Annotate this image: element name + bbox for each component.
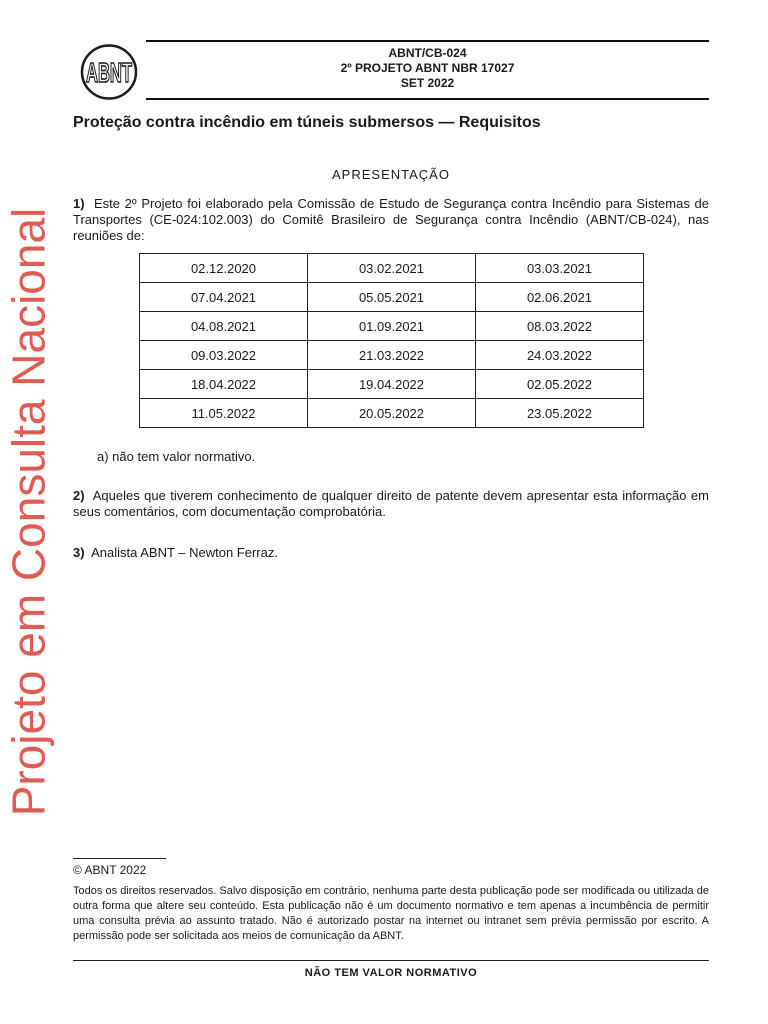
- table-cell: 01.09.2021: [308, 312, 476, 341]
- table-cell: 02.06.2021: [476, 283, 644, 312]
- table-cell: 09.03.2022: [140, 341, 308, 370]
- paragraph-3-number: 3): [73, 545, 85, 560]
- table-cell: 03.03.2021: [476, 254, 644, 283]
- table-cell: 07.04.2021: [140, 283, 308, 312]
- table-cell: 05.05.2021: [308, 283, 476, 312]
- table-cell: 11.05.2022: [140, 399, 308, 428]
- section-title: APRESENTAÇÃO: [332, 167, 450, 182]
- watermark-text: Projeto em Consulta Nacional: [2, 207, 55, 817]
- paragraph-3: [73, 545, 709, 561]
- table-row: [140, 283, 644, 312]
- table-cell: 04.08.2021: [140, 312, 308, 341]
- table-row: [140, 341, 644, 370]
- paragraph-1: [73, 196, 709, 244]
- table-cell: 24.03.2022: [476, 341, 644, 370]
- note-a: a) não tem valor normativo.: [97, 449, 256, 464]
- header-block: [146, 46, 709, 91]
- table-cell: 03.02.2021: [308, 254, 476, 283]
- footer-rule: [73, 960, 709, 961]
- table-row: [140, 254, 644, 283]
- paragraph-1-text: Este 2º Projeto foi elaborado pela Comissão de Estudo de Segurança contra Incêndio para Sistemas de Transportes (CE-024:102.003) do Comitê Brasileiro de Segurança contra Incêndio (ABNT/CB-024), nas reuniões de:: [73, 196, 710, 243]
- meeting-dates-table: [139, 253, 644, 428]
- paragraph-2-number: 2): [73, 488, 85, 503]
- table-cell: 20.05.2022: [308, 399, 476, 428]
- table-cell: 23.05.2022: [476, 399, 644, 428]
- table-cell: 18.04.2022: [140, 370, 308, 399]
- copyright-rule: [73, 858, 166, 859]
- header-project: 2º PROJETO ABNT NBR 17027: [340, 61, 515, 75]
- paragraph-2-text: Aqueles que tiverem conhecimento de qualquer direito de patente devem apresentar esta informação em seus comentários, com documentação comprobatória.: [73, 488, 709, 519]
- copyright: © ABNT 2022: [73, 863, 147, 877]
- table-row: [140, 399, 644, 428]
- paragraph-1-number: 1): [73, 196, 85, 211]
- watermark: [2, 206, 54, 818]
- table-row: [140, 370, 644, 399]
- paragraph-3-text: Analista ABNT – Newton Ferraz.: [91, 545, 278, 560]
- document-title: Proteção contra incêndio em túneis submersos — Requisitos: [73, 114, 541, 131]
- header-committee: ABNT/CB-024: [388, 46, 467, 60]
- header-bottom-rule: [146, 98, 709, 100]
- header-top-rule: [146, 40, 709, 42]
- table-cell: 19.04.2022: [308, 370, 476, 399]
- rights-notice: Todos os direitos reservados. Salvo disposição em contrário, nenhuma parte desta publicação pode ser modificada ou utilizada de outra forma que altere seu conteúdo. Esta publicação não é um documento normativo e tem apenas a incumbência de permitir uma consulta prévia ao assunto tratado. Não é autorizado postar na internet ou intranet sem prévia permissão por escrito. A permissão pode ser solicitada aos meios de comunicação da ABNT.: [73, 885, 709, 942]
- table-cell: 02.12.2020: [140, 254, 308, 283]
- abnt-logo: [80, 44, 138, 100]
- paragraph-2: [73, 488, 709, 520]
- footer-text: NÃO TEM VALOR NORMATIVO: [304, 967, 478, 979]
- table-cell: 08.03.2022: [476, 312, 644, 341]
- table-row: [140, 312, 644, 341]
- table-cell: 21.03.2022: [308, 341, 476, 370]
- header-date: SET 2022: [400, 76, 455, 90]
- svg-text:ABNT: ABNT: [86, 57, 132, 88]
- table-cell: 02.05.2022: [476, 370, 644, 399]
